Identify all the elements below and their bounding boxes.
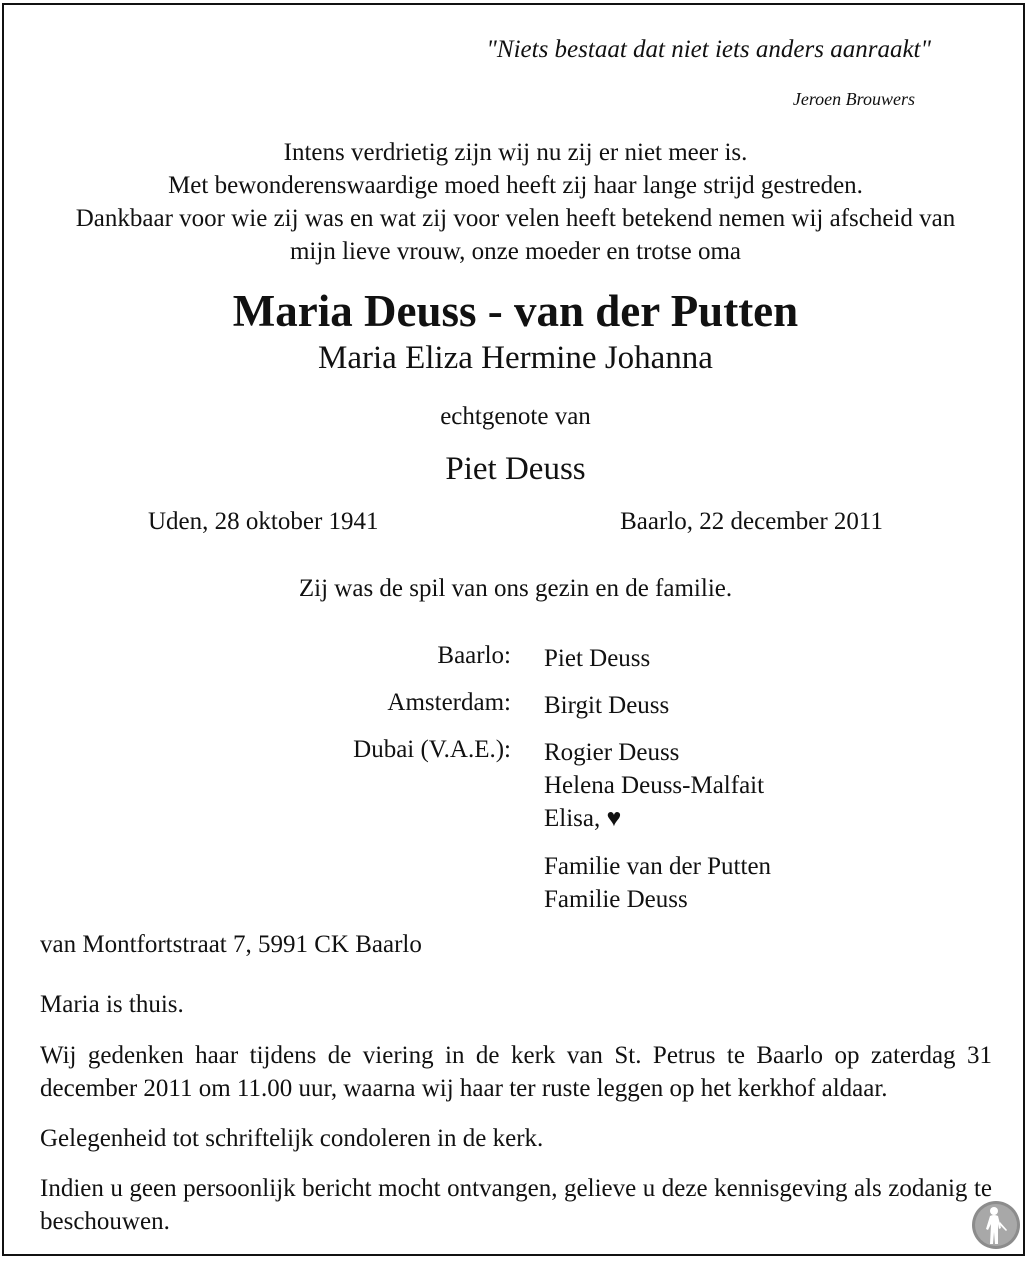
tagline: Zij was de spil van ons gezin en de familie. xyxy=(298,575,733,602)
birth-date: Uden, 28 oktober 1941 xyxy=(148,508,379,535)
intro-text xyxy=(0,136,1031,268)
relative-name: Familie van der Putten xyxy=(544,853,772,880)
death-date: Baarlo, 22 december 2011 xyxy=(620,508,883,535)
quote-author: Jeroen Brouwers xyxy=(792,89,915,109)
spouse-label: echtgenote van xyxy=(440,403,591,430)
intro-line: mijn lieve vrouw, onze moeder en trotse oma xyxy=(289,238,741,265)
relative-name: Helena Deuss-Malfait xyxy=(544,772,765,799)
relative-place: Amsterdam: xyxy=(387,689,511,716)
paragraph: Indien u geen persoonlijk bericht mocht ontvangen, gelieve u deze kennisgeving als zodanig te beschouwen. xyxy=(40,1175,992,1235)
relative-name: Familie Deuss xyxy=(544,886,688,913)
intro-line: Intens verdrietig zijn wij nu zij er niet meer is. xyxy=(283,139,748,166)
relative-names xyxy=(544,850,771,916)
paragraph: Gelegenheid tot schriftelijk condoleren in de kerk. xyxy=(40,1125,544,1152)
relative-names xyxy=(544,642,650,675)
memorial-figure-icon xyxy=(971,1200,1021,1250)
address: van Montfortstraat 7, 5991 CK Baarlo xyxy=(40,931,422,958)
relative-name: Piet Deuss xyxy=(544,645,651,672)
deceased-full-names: Maria Eliza Hermine Johanna xyxy=(318,340,713,376)
quote-text: "Niets bestaat dat niet iets anders aanraakt" xyxy=(486,36,931,63)
paragraph: Wij gedenken haar tijdens de viering in de kerk van St. Petrus te Baarlo op zaterdag 31 december 2011 om 11.00 uur, waarna wij haar ter ruste leggen op het kerkhof aldaar. xyxy=(40,1042,992,1102)
deceased-name: Maria Deuss - van der Putten xyxy=(232,286,799,336)
relative-place: Dubai (V.A.E.): xyxy=(353,736,511,763)
intro-line: Dankbaar voor wie zij was en wat zij voor velen heeft betekend nemen wij afscheid van xyxy=(75,205,956,232)
relative-name: Elisa, ♥ xyxy=(544,805,622,832)
relative-name: Rogier Deuss xyxy=(544,739,680,766)
paragraph: Maria is thuis. xyxy=(40,991,184,1018)
relative-place: Baarlo: xyxy=(437,642,511,669)
relative-name: Birgit Deuss xyxy=(544,692,670,719)
intro-line: Met bewonderenswaardige moed heeft zij haar lange strijd gestreden. xyxy=(168,172,863,199)
relative-names xyxy=(544,689,669,722)
relative-names xyxy=(544,736,764,835)
spouse-name: Piet Deuss xyxy=(445,451,586,487)
